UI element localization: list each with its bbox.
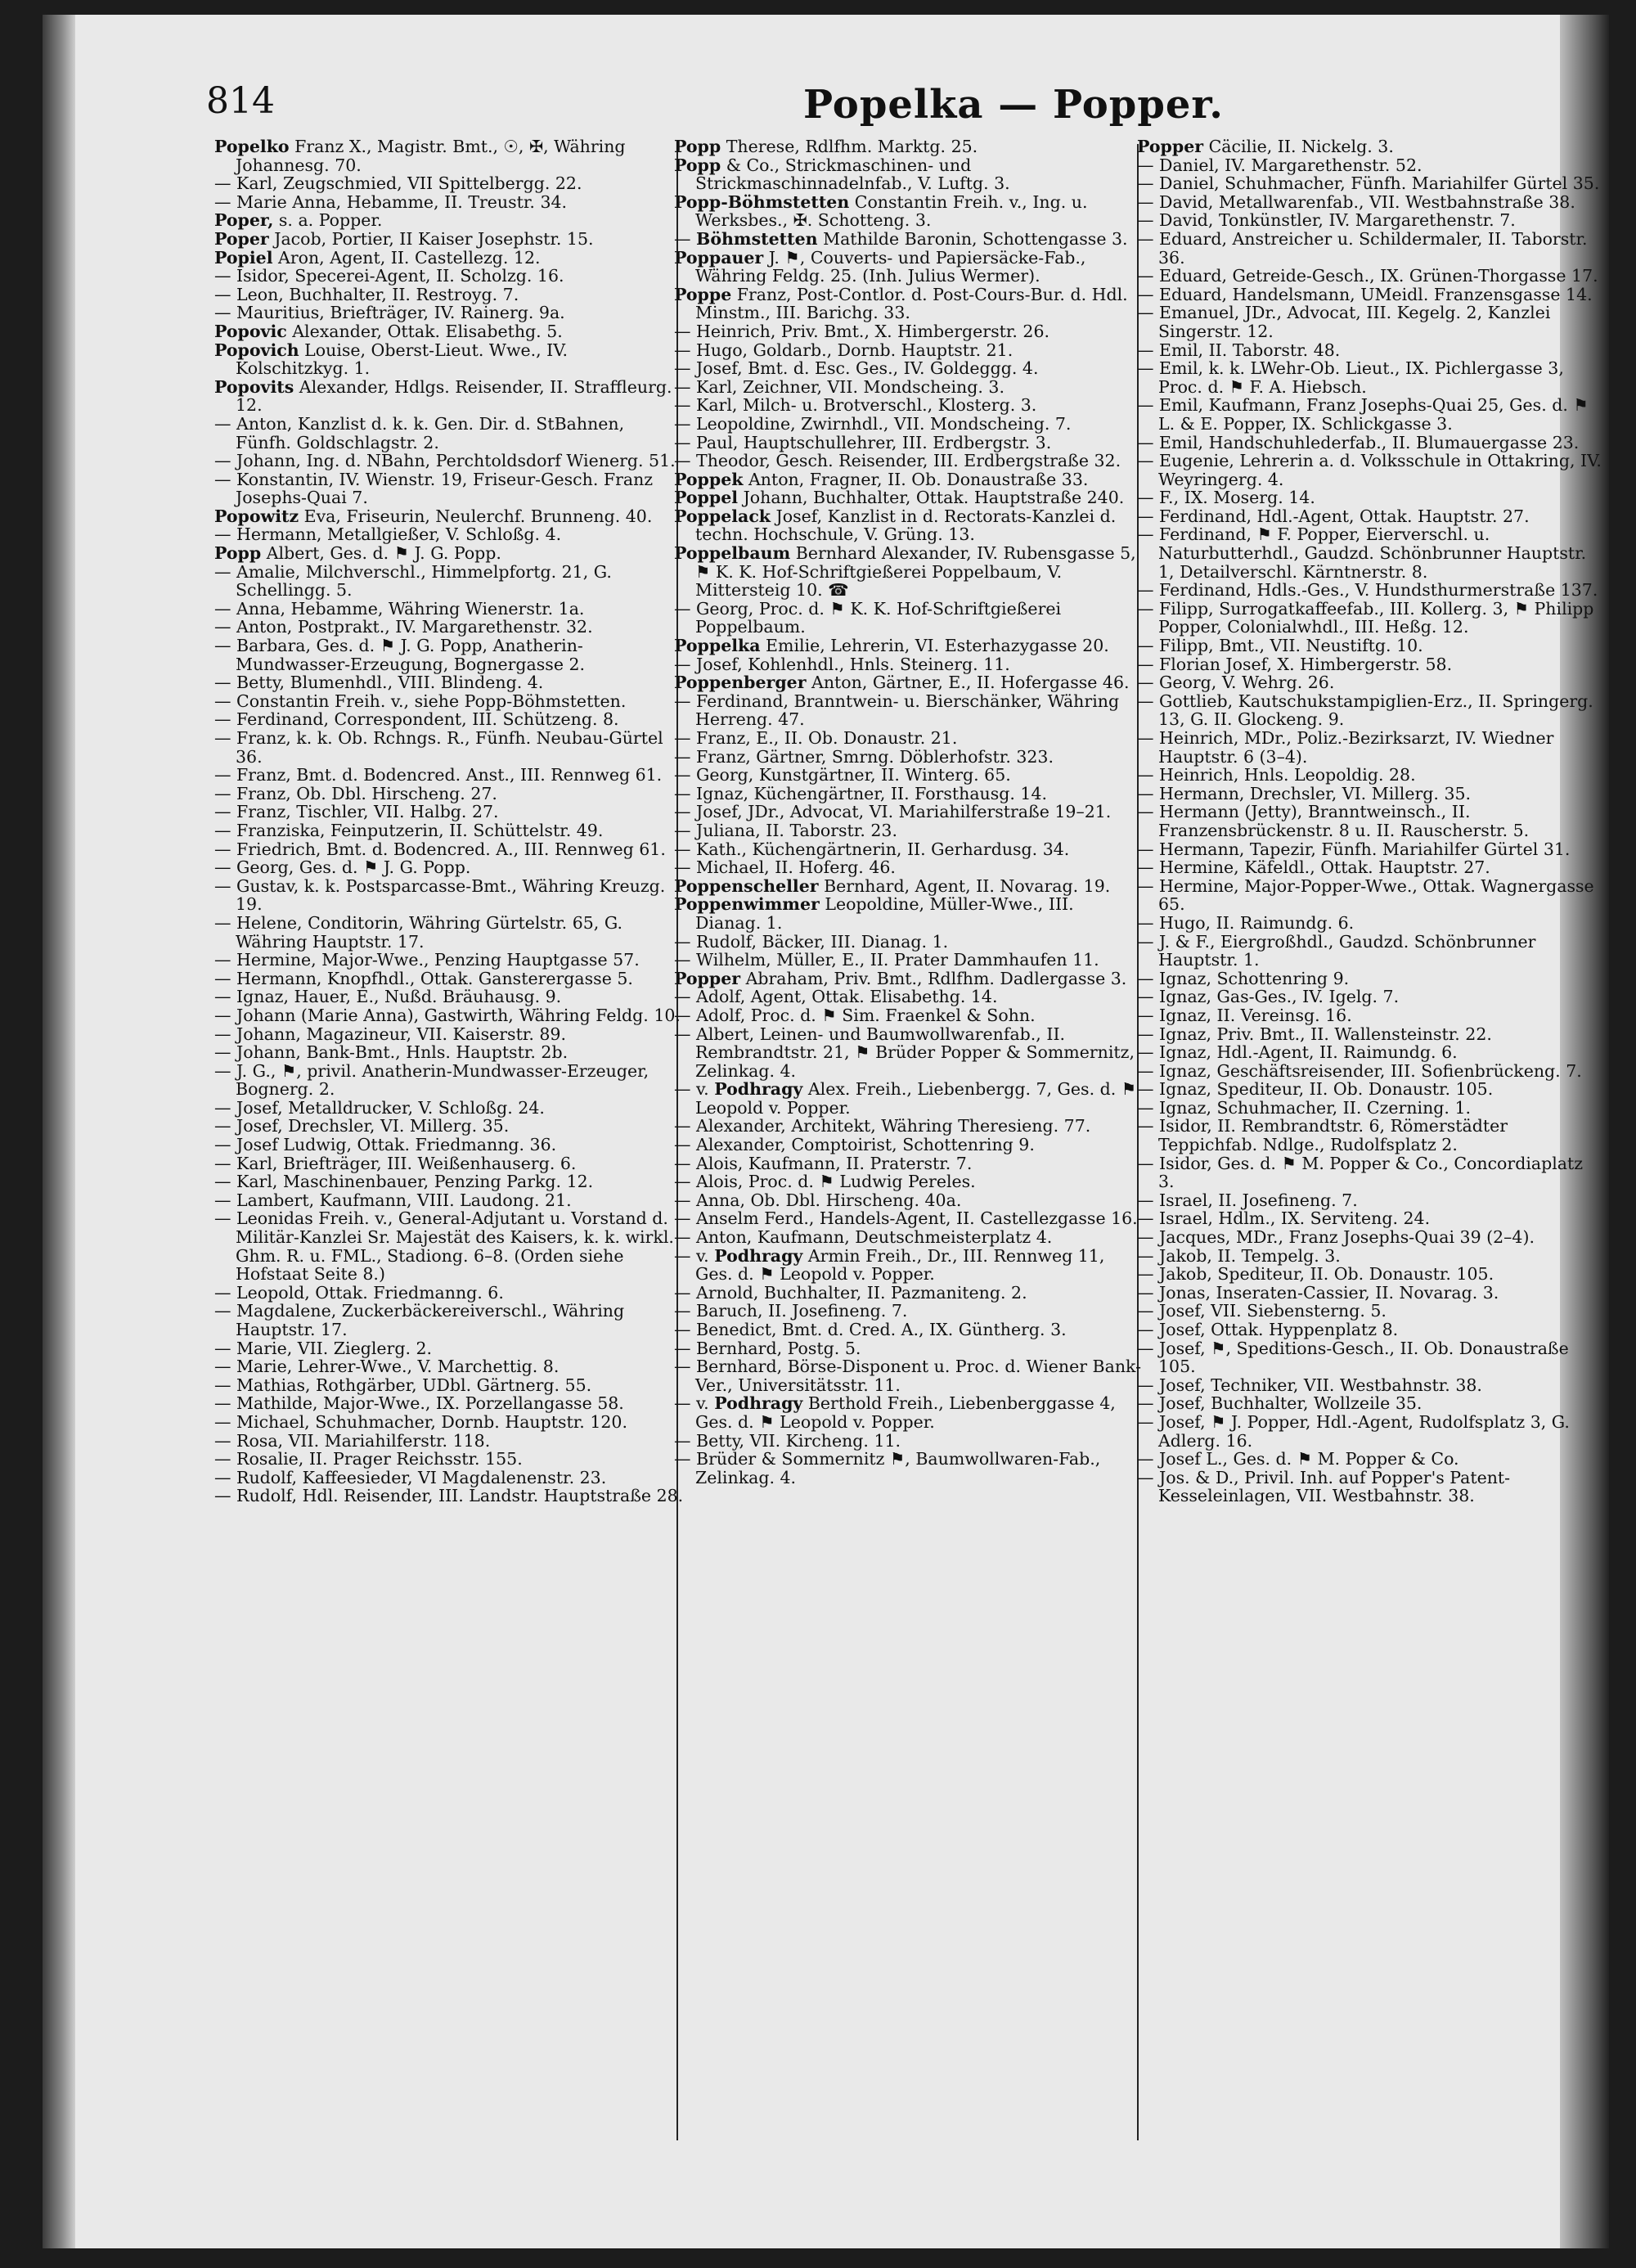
directory-entry: — Gustav, k. k. Postsparcasse-Bmt., Währing Kreuzg. 19. [214,875,666,915]
directory-entry: — Georg, Kunstgärtner, II. Winterg. 65. [674,765,1011,785]
directory-entry: — Anna, Ob. Dbl. Hirscheng. 40a. [674,1190,962,1210]
directory-entry: — Anton, Kaufmann, Deutschmeisterplatz 4. [674,1227,1053,1248]
directory-entry: Poppe Franz, Post-Contlor. d. Post-Cours-Bur. d. Hdl. Minstm., III. Barichg. 33. [674,284,1128,323]
directory-entry: — Ignaz, Priv. Bmt., II. Wallensteinstr. 22. [1137,1024,1492,1044]
directory-entry: — Josef, Kohlenhdl., Hnls. Steinerg. 11. [674,654,1010,674]
directory-entry: Popovits Alexander, Hdlgs. Reisender, II. Straffleurg. 12. [214,376,672,416]
directory-entry: — Rudolf, Hdl. Reisender, III. Landstr. Hauptstraße 28. [214,1486,684,1506]
directory-entry: — Anselm Ferd., Handels-Agent, II. Castellezgasse 16. [674,1208,1138,1229]
directory-entry: — Isidor, II. Rembrandtstr. 6, Römerstädter Teppichfab. Ndlge., Rudolfsplatz 2. [1137,1116,1508,1155]
directory-entry: Poppek Anton, Fragner, II. Ob. Donaustraße 33. [674,469,1089,489]
column-1 [214,137,685,2183]
directory-entry: — Heinrich, MDr., Poliz.-Bezirksarzt, IV. Wiedner Hauptstr. 6 (3–4). [1137,728,1554,767]
directory-entry: — F., IX. Moserg. 14. [1137,488,1315,508]
directory-entry: — Alois, Kaufmann, II. Praterstr. 7. [674,1153,973,1173]
directory-entry: — Josef, Ottak. Hyppenplatz 8. [1137,1320,1399,1339]
directory-entry: — Emil, k. k. LWehr-Ob. Lieut., IX. Pichlergasse 3, Proc. d. ⚑ F. A. Hiebsch. [1137,358,1564,397]
directory-entry: — Gottlieb, Kautschukstampiglien-Erz., II. Springerg. 13, G. II. Glockeng. 9. [1137,691,1593,730]
directory-entry: — Josef, Techniker, VII. Westbahnstr. 38. [1137,1375,1482,1395]
directory-entry: — Hugo, II. Raimundg. 6. [1137,912,1355,933]
directory-entry: — Rudolf, Kaffeesieder, VI Magdalenenstr. 23. [214,1467,607,1487]
directory-entry: — Leonidas Freih. v., General-Adjutant u. Vorstand d. Militär-Kanzlei Sr. Majestät des Kaisers, k. k. wirkl. Ghm. R. u. FML., Stadiong. 6–8. (Orden siehe Hofstaat Seite 8.) [214,1208,674,1285]
directory-entry: — Mathilde, Major-Wwe., IX. Porzellangasse 58. [214,1393,624,1414]
directory-entry: — Hermann, Tapezir, Fünfh. Mariahilfer Gürtel 31. [1137,839,1571,859]
directory-entry: — Ignaz, II. Vereinsg. 16. [1137,1005,1352,1025]
directory-entry: — Wilhelm, Müller, E., II. Prater Dammhaufen 11. [674,950,1099,970]
directory-entry: — Anton, Postprakt., IV. Margarethenstr. 32. [214,617,593,637]
directory-entry: — Helene, Conditorin, Währing Gürtelstr. 65, G. Währing Hauptstr. 17. [214,912,622,952]
directory-entry: — Alois, Proc. d. ⚑ Ludwig Pereles. [674,1172,976,1192]
directory-entry: — Rosalie, II. Prager Reichsstr. 155. [214,1449,523,1469]
directory-entry: — Brüder & Sommernitz ⚑, Baumwollwaren-Fab., Zelinkag. 4. [674,1449,1101,1487]
directory-entry: — Hermann, Drechsler, VI. Millerg. 35. [1137,783,1472,803]
directory-entry: Poppenwimmer Leopoldine, Müller-Wwe., III. Dianag. 1. [674,894,1074,933]
directory-entry: — Josef, Drechsler, VI. Millerg. 35. [214,1116,510,1136]
directory-entry: — Jakob, II. Tempelg. 3. [1137,1245,1341,1266]
directory-entry: — Magdalene, Zuckerbäckereiverschl., Währing Hauptstr. 17. [214,1301,625,1339]
directory-entry: — Constantin Freih. v., siehe Popp-Böhmstetten. [214,691,627,711]
directory-entry: — Josef, JDr., Advocat, VI. Mariahilferstraße 19–21. [674,802,1112,822]
directory-entry: Popiel Aron, Agent, II. Castellezg. 12. [214,247,541,268]
directory-entry: — Leopold, Ottak. Friedmanng. 6. [214,1282,504,1303]
directory-entry: — Kath., Küchengärtnerin, II. Gerhardusg. 34. [674,839,1070,859]
directory-entry: Poppelka Emilie, Lehrerin, VI. Esterhazygasse 20. [674,636,1109,656]
column-3 [1137,137,1603,2183]
directory-entry: Popper Cäcilie, II. Nickelg. 3. [1137,137,1394,156]
directory-entry: — Böhmstetten Mathilde Baronin, Schottengasse 3. [674,228,1128,249]
directory-entry: — Franziska, Feinputzerin, II. Schüttelstr. 49. [214,820,604,840]
directory-entry: — v. Podhragy Berthold Freih., Liebenberggasse 4, Ges. d. ⚑ Leopold v. Popper. [674,1393,1116,1432]
running-head: Popelka — Popper. [803,82,1225,128]
directory-entry: — Emil, Kaufmann, Franz Josephs-Quai 25, Ges. d. ⚑ L. & E. Popper, IX. Schlickgasse 3. [1137,395,1589,434]
directory-entry: — Emil, II. Taborstr. 48. [1137,340,1341,360]
directory-entry: — Marie, VII. Zieglerg. 2. [214,1338,433,1358]
directory-entry: — Adolf, Agent, Ottak. Elisabethg. 14. [674,987,998,1007]
directory-entry: — Eduard, Getreide-Gesch., IX. Grünen-Thorgasse 17. [1137,266,1598,286]
directory-entry: — Josef Ludwig, Ottak. Friedmanng. 36. [214,1135,557,1155]
directory-entry: Poper Jacob, Portier, II Kaiser Josephstr. 15. [214,228,594,249]
directory-entry: — Josef, ⚑ J. Popper, Hdl.-Agent, Rudolfsplatz 3, G. Adlerg. 16. [1137,1411,1570,1451]
directory-entry: — Michael, Schuhmacher, Dornb. Hauptstr. 120. [214,1411,627,1432]
directory-entry: — Jonas, Inseraten-Cassier, II. Novarag. 3. [1137,1282,1499,1303]
directory-entry: — v. Podhragy Armin Freih., Dr., III. Rennweg 11, Ges. d. ⚑ Leopold v. Popper. [674,1245,1105,1285]
directory-entry: Popp Therese, Rdlfhm. Marktg. 25. [674,137,978,156]
directory-entry: — Albert, Leinen- und Baumwollwarenfab., II. Rembrandtstr. 21, ⚑ Brüder Popper & Sommernitz, Zelinkag. 4. [674,1024,1135,1081]
directory-entry: — David, Metallwarenfab., VII. Westbahnstraße 38. [1137,191,1575,212]
directory-entry: — Ignaz, Geschäftsreisender, III. Sofienbrückeng. 7. [1137,1060,1582,1081]
directory-entry: — Franz, k. k. Ob. Rchngs. R., Fünfh. Neubau-Gürtel 36. [214,728,663,767]
directory-entry: Poppenberger Anton, Gärtner, E., II. Hofergasse 46. [674,673,1130,693]
directory-entry: — Michael, II. Hoferg. 46. [674,857,896,878]
directory-entry: — Eduard, Handelsmann, UMeidl. Franzensgasse 14. [1137,284,1593,304]
directory-entry: — Hermann, Knopfhdl., Ottak. Gansterergasse 5. [214,968,633,988]
directory-entry: — Franz, Tischler, VII. Halbg. 27. [214,802,499,822]
directory-entry: — Leon, Buchhalter, II. Restroyg. 7. [214,284,519,304]
directory-entry: Popowitz Eva, Friseurin, Neulerchf. Brunneng. 40. [214,506,653,526]
directory-entry: — Bernhard, Börse-Disponent u. Proc. d. Wiener Bank-Ver., Universitätsstr. 11. [674,1357,1142,1395]
directory-entry: — Ignaz, Schuhmacher, II. Czerning. 1. [1137,1097,1472,1118]
directory-entry: — Ignaz, Spediteur, II. Ob. Donaustr. 105. [1137,1079,1494,1100]
directory-entry: — J. & F., Eiergroßhdl., Gaudzd. Schönbrunner Hauptstr. 1. [1137,931,1536,970]
directory-entry: — Johann (Marie Anna), Gastwirth, Währing Feldg. 10. [214,1005,681,1025]
column-2 [674,137,1144,2183]
directory-entry: — Hermine, Käfeldl., Ottak. Hauptstr. 27. [1137,857,1490,878]
directory-entry: — Florian Josef, X. Himbergerstr. 58. [1137,654,1453,674]
directory-entry: — Ignaz, Küchengärtner, II. Forsthausg. 14. [674,783,1048,803]
directory-entry: Popovic Alexander, Ottak. Elisabethg. 5. [214,321,563,341]
directory-entry: — Alexander, Comptoirist, Schottenring 9. [674,1135,1035,1155]
directory-entry: — Hermann, Metallgießer, V. Schloßg. 4. [214,524,562,545]
directory-entry: — Adolf, Proc. d. ⚑ Sim. Fraenkel & Sohn. [674,1005,1036,1025]
directory-entry: — Anton, Kanzlist d. k. k. Gen. Dir. d. StBahnen, Fünfh. Goldschlagstr. 2. [214,413,625,452]
directory-entry: — Johann, Magazineur, VII. Kaiserstr. 89. [214,1024,566,1044]
directory-entry: — Georg, Proc. d. ⚑ K. K. Hof-Schriftgießerei Poppelbaum. [674,598,1062,637]
directory-entry: — Josef, Metalldrucker, V. Schloßg. 24. [214,1097,545,1118]
directory-entry: — Alexander, Architekt, Währing Theresieng. 77. [674,1116,1091,1136]
directory-entry: — Isidor, Ges. d. ⚑ M. Popper & Co., Concordiaplatz 3. [1137,1153,1584,1192]
directory-entry: — Ferdinand, Branntwein- u. Bierschänker, Währing Herreng. 47. [674,691,1120,730]
directory-entry: — Juliana, II. Taborstr. 23. [674,820,897,840]
directory-entry: Poppenscheller Bernhard, Agent, II. Novarag. 19. [674,875,1111,896]
directory-entry: — Josef, VII. Siebensterng. 5. [1137,1301,1387,1321]
directory-entry: — Filipp, Surrogatkaffeefab., III. Kollerg. 3, ⚑ Philipp Popper, Colonialwhdl., III. Heßg. 12. [1137,598,1594,637]
directory-entry: — Josef, ⚑, Speditions-Gesch., II. Ob. Donaustraße 105. [1137,1338,1569,1377]
directory-entry: Poppel Johann, Buchhalter, Ottak. Hauptstraße 240. [674,488,1125,508]
directory-entry: — Hermann (Jetty), Branntweinsch., II. Franzensbrückenstr. 8 u. II. Rauscherstr. 5. [1137,802,1530,840]
directory-entry: — Ferdinand, Correspondent, III. Schützeng. 8. [214,709,619,730]
directory-entry: Popelko Franz X., Magistr. Bmt., ☉, ✠, Währing Johannesg. 70. [214,137,626,175]
directory-entry: — Ignaz, Hauer, E., Nußd. Bräuhausg. 9. [214,987,562,1007]
directory-entry: Poppelack Josef, Kanzlist in d. Rectorats-Kanzlei d. techn. Hochschule, V. Grüng. 13. [674,506,1117,545]
directory-entry: — Rudolf, Bäcker, III. Dianag. 1. [674,931,949,952]
directory-entry: — Ferdinand, Hdl.-Agent, Ottak. Hauptstr. 27. [1137,506,1530,526]
directory-entry: — Karl, Milch- u. Brotverschl., Klosterg. 3. [674,395,1037,416]
directory-entry: — Johann, Ing. d. NBahn, Perchtoldsdorf Wienerg. 51. [214,451,676,471]
directory-entry: — Heinrich, Priv. Bmt., X. Himbergerstr. 26. [674,321,1050,341]
directory-entry: — Mauritius, Briefträger, IV. Rainerg. 9a. [214,303,565,323]
directory-entry: — Franz, Gärtner, Smrng. Döblerhofstr. 323. [674,746,1054,767]
directory-entry: — Hermine, Major-Popper-Wwe., Ottak. Wagnergasse 65. [1137,875,1594,915]
directory-entry: — Eugenie, Lehrerin a. d. Volksschule in Ottakring, IV. Weyringerg. 4. [1137,451,1602,489]
directory-entry: — Johann, Bank-Bmt., Hnls. Hauptstr. 2b. [214,1042,569,1063]
directory-entry: — Josef, Bmt. d. Esc. Ges., IV. Goldeggg. 4. [674,358,1039,379]
directory-entry: — Friedrich, Bmt. d. Bodencred. A., III. Rennweg 61. [214,839,666,859]
directory-entry: — Bernhard, Postg. 5. [674,1338,861,1358]
directory-entry: — Josef, Buchhalter, Wollzeile 35. [1137,1393,1423,1414]
directory-entry: — Heinrich, Hnls. Leopoldig. 28. [1137,765,1416,785]
directory-entry: — Arnold, Buchhalter, II. Pazmaniteng. 2. [674,1282,1027,1303]
directory-entry: — Franz, E., II. Ob. Donaustr. 21. [674,728,958,748]
directory-entry: — Jacques, MDr., Franz Josephs-Quai 39 (2–4). [1137,1227,1535,1248]
directory-entry: — Ignaz, Hdl.-Agent, II. Raimundg. 6. [1137,1042,1458,1063]
directory-entry: Poper, s. a. Popper. [214,210,383,231]
directory-entry: Popovich Louise, Oberst-Lieut. Wwe., IV. Kolschitzkyg. 1. [214,340,569,379]
directory-entry: — Anna, Hebamme, Währing Wienerstr. 1a. [214,598,585,619]
directory-entry: — Betty, VII. Kircheng. 11. [674,1430,901,1451]
page-binding [43,15,75,2248]
directory-entry: — Franz, Bmt. d. Bodencred. Anst., III. Rennweg 61. [214,765,663,785]
directory-entry: — Jos. & D., Privil. Inh. auf Popper's Patent-Kesseleinlagen, VII. Westbahnstr. 38. [1137,1467,1511,1506]
directory-entry: Popp Albert, Ges. d. ⚑ J. G. Popp. [214,543,501,564]
directory-entry: Popp & Co., Strickmaschinen- und Strickmaschinnadelnfab., V. Luftg. 3. [674,155,1010,194]
directory-entry: — Emanuel, JDr., Advocat, III. Kegelg. 2, Kanzlei Singerstr. 12. [1137,303,1551,341]
directory-entry: — Jakob, Spediteur, II. Ob. Donaustr. 105. [1137,1264,1494,1285]
directory-entry: — Franz, Ob. Dbl. Hirscheng. 27. [214,783,497,803]
directory-entry: — Ferdinand, Hdls.-Ges., V. Hundsthurmerstraße 137. [1137,580,1598,601]
directory-entry: Popper Abraham, Priv. Bmt., Rdlfhm. Dadlergasse 3. [674,968,1127,988]
directory-entry: — Josef L., Ges. d. ⚑ M. Popper & Co. [1137,1449,1459,1469]
directory-entry: — Daniel, Schuhmacher, Fünfh. Mariahilfer Gürtel 35. [1137,173,1600,194]
directory-entry: — Karl, Briefträger, III. Weißenhauserg. 6. [214,1153,577,1173]
page-number: 814 [206,80,275,122]
directory-entry: — Marie, Lehrer-Wwe., V. Marchettig. 8. [214,1357,560,1377]
directory-entry: — Israel, Hdlm., IX. Serviteng. 24. [1137,1208,1431,1229]
directory-entry: — Mathias, Rothgärber, UDbl. Gärtnerg. 55. [214,1375,592,1395]
directory-entry: Popp-Böhmstetten Constantin Freih. v., Ing. u. Werksbes., ✠. Schotteng. 3. [674,191,1088,231]
directory-entry: — Karl, Maschinenbauer, Penzing Parkg. 12. [214,1172,594,1192]
directory-entry: Poppelbaum Bernhard Alexander, IV. Rubensgasse 5, ⚑ K. K. Hof-Schriftgießerei Poppelbaum, V. Mittersteig 10. ☎ [674,543,1136,601]
directory-entry: — Paul, Hauptschullehrer, III. Erdbergstr. 3. [674,432,1052,452]
directory-entry: — Karl, Zeichner, VII. Mondscheing. 3. [674,376,1005,397]
directory-entry: — Konstantin, IV. Wienstr. 19, Friseur-Gesch. Franz Josephs-Quai 7. [214,469,654,508]
directory-entry: — Amalie, Milchverschl., Himmelpfortg. 21, G. Schellingg. 5. [214,561,612,601]
directory-entry: — Betty, Blumenhdl., VIII. Blindeng. 4. [214,673,544,693]
directory-entry: — Ferdinand, ⚑ F. Popper, Eierverschl. u. Naturbutterhdl., Gaudzd. Schönbrunner Hauptstr. 1, Detailverschl. Kärntnerstr. 8. [1137,524,1587,582]
directory-entry: — Emil, Handschuhlederfab., II. Blumauergasse 23. [1137,432,1580,452]
directory-entry: — Isidor, Specerei-Agent, II. Scholzg. 16. [214,266,564,286]
directory-entry: — Theodor, Gesch. Reisender, III. Erdbergstraße 32. [674,451,1121,471]
directory-entry: — Lambert, Kaufmann, VIII. Laudong. 21. [214,1190,572,1210]
directory-entry: Poppauer J. ⚑, Couverts- und Papiersäcke-Fab., Währing Feldg. 25. (Inh. Julius Wermer). [674,247,1086,286]
directory-entry: — Rosa, VII. Mariahilferstr. 118. [214,1430,491,1451]
directory-entry: — Marie Anna, Hebamme, II. Treustr. 34. [214,191,568,212]
directory-entry: — Eduard, Anstreicher u. Schildermaler, II. Taborstr. 36. [1137,228,1588,268]
directory-entry: — Karl, Zeugschmied, VII Spittelbergg. 22. [214,173,582,194]
directory-entry: — Israel, II. Josefineng. 7. [1137,1190,1358,1210]
directory-page [43,15,1609,2248]
directory-entry: — Barbara, Ges. d. ⚑ J. G. Popp, Anatherin-Mundwasser-Erzeugung, Bognergasse 2. [214,636,586,674]
directory-entry: — v. Podhragy Alex. Freih., Liebenbergg. 7, Ges. d. ⚑ Leopold v. Popper. [674,1079,1137,1118]
directory-entry: — Daniel, IV. Margarethenstr. 52. [1137,155,1423,175]
directory-entry: — Georg, Ges. d. ⚑ J. G. Popp. [214,857,471,878]
directory-entry: — Ignaz, Schottenring 9. [1137,968,1350,988]
directory-entry: — Georg, V. Wehrg. 26. [1137,673,1335,693]
directory-entry: — Baruch, II. Josefineng. 7. [674,1301,908,1321]
directory-entry: — Benedict, Bmt. d. Cred. A., IX. Güntherg. 3. [674,1320,1067,1339]
directory-entry: — J. G., ⚑, privil. Anatherin-Mundwasser-Erzeuger, Bognerg. 2. [214,1060,649,1100]
directory-entry: — Hugo, Goldarb., Dornb. Hauptstr. 21. [674,340,1014,360]
directory-entry: — Leopoldine, Zwirnhdl., VII. Mondscheing. 7. [674,413,1072,434]
directory-entry: — Filipp, Bmt., VII. Neustiftg. 10. [1137,636,1423,656]
directory-entry: — Ignaz, Gas-Ges., IV. Igelg. 7. [1137,987,1400,1007]
directory-entry: — Hermine, Major-Wwe., Penzing Hauptgasse 57. [214,950,640,970]
directory-entry: — David, Tonkünstler, IV. Margarethenstr. 7. [1137,210,1516,231]
